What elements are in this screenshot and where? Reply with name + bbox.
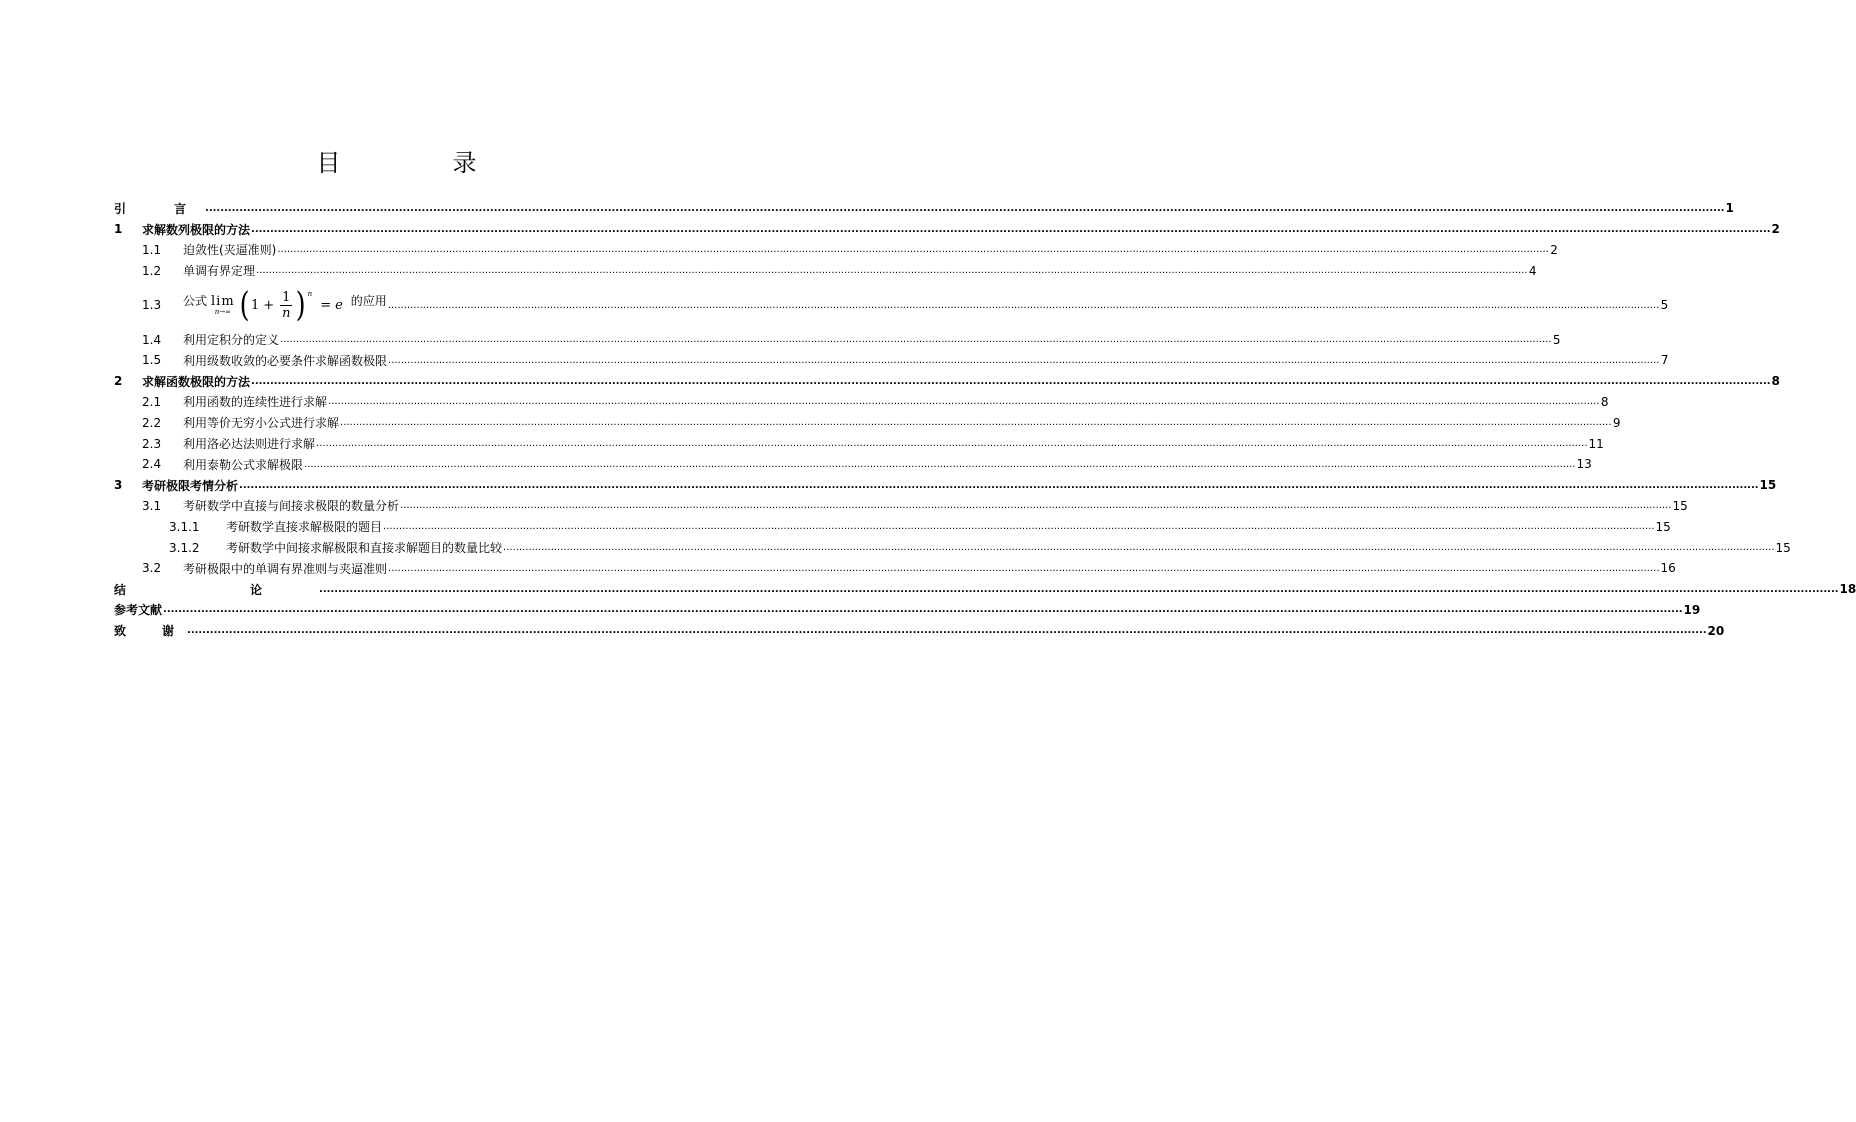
toc-entry-title: 结 论 <box>114 582 319 597</box>
toc-leader-dots: ................................................................................................................................................................................................................................................................................................................................................................................................................ <box>251 375 1771 387</box>
toc-entry-number: 1.1 <box>142 242 162 257</box>
toc-entry-number: 1.2 <box>142 263 162 278</box>
toc-entry-title: 考研极限中的单调有界准则与夹逼准则 <box>183 561 388 576</box>
toc-entry-number: 1.3 <box>142 298 162 313</box>
toc-entry-page: 7 <box>1660 353 1669 368</box>
toc-entry-number: 2 <box>114 374 123 389</box>
toc-entry[interactable] <box>114 558 1676 579</box>
toc-entry-number: 3.1.1 <box>169 519 200 534</box>
toc-entry[interactable] <box>114 454 1592 475</box>
toc-entry[interactable] <box>114 620 1725 641</box>
toc-entry-number: 2.4 <box>142 457 162 472</box>
toc-entry-page: 8 <box>1600 394 1609 409</box>
toc-entry[interactable] <box>114 496 1688 517</box>
toc-entry-number: 2.1 <box>142 394 162 409</box>
toc-entry[interactable] <box>114 371 1780 392</box>
toc-leader-dots: ................................................................................................................................................................................................................................................................................................................................................................................................................ <box>239 479 1759 491</box>
toc-entry[interactable] <box>114 329 1561 350</box>
toc-leader-dots: ................................................................................................................................................................................................................................................................................................................................................................................................................ <box>205 202 1725 214</box>
toc-entry[interactable] <box>114 475 1777 496</box>
toc-entry-page: 8 <box>1771 374 1780 389</box>
toc-entry-title: 利用等价无穷小公式进行求解 <box>183 416 340 431</box>
page-title: 目 录 <box>316 149 521 177</box>
toc-leader-dots: ................................................................................................................................................................................................................................................................................................................................................................................................................ <box>163 604 1683 616</box>
toc-entry[interactable] <box>114 281 1669 329</box>
toc-entry-title: 考研数学中直接与间接求极限的数量分析 <box>183 499 400 514</box>
toc-entry-title: 单调有界定理 <box>183 264 256 279</box>
toc-leader-dots: ................................................................................................................................................................................................................................................................................................................................................................................................................ <box>280 334 1552 346</box>
toc-entry-page: 2 <box>1771 222 1780 237</box>
toc-leader-dots: ................................................................................................................................................................................................................................................................................................................................................................................................................ <box>316 438 1588 450</box>
toc-entry-page: 15 <box>1759 478 1777 493</box>
toc-entry-page: 4 <box>1528 263 1537 278</box>
toc-entry-number: 2.3 <box>142 436 162 451</box>
toc-entry-title: 考研数学直接求解极限的题目 <box>226 520 383 535</box>
toc-entry-title: 考研极限考情分析 <box>142 478 239 493</box>
toc-entry-title: 利用函数的连续性进行求解 <box>183 395 328 410</box>
toc-entry-page: 20 <box>1707 623 1725 638</box>
toc-entry[interactable] <box>114 392 1609 413</box>
toc-entry[interactable] <box>114 579 1856 600</box>
toc-entry[interactable] <box>114 516 1671 537</box>
toc-leader-dots: ................................................................................................................................................................................................................................................................................................................................................................................................................ <box>304 458 1576 470</box>
toc-entry[interactable] <box>114 537 1791 558</box>
toc-entry-title: 利用泰勒公式求解极限 <box>183 457 304 472</box>
toc-leader-dots: ................................................................................................................................................................................................................................................................................................................................................................................................................ <box>388 354 1660 366</box>
toc-entry-page: 15 <box>1775 540 1791 555</box>
toc-entry-number: 1.5 <box>142 353 162 368</box>
toc-leader-dots: ................................................................................................................................................................................................................................................................................................................................................................................................................ <box>319 583 1839 595</box>
toc-entry-title: 参考文献 <box>114 603 163 618</box>
toc-entry-title: 迫敛性(夹逼准则) <box>183 243 277 258</box>
toc-entry-title: 利用定积分的定义 <box>183 333 280 348</box>
toc-entry[interactable] <box>114 433 1604 454</box>
toc-leader-dots: ................................................................................................................................................................................................................................................................................................................................................................................................................ <box>387 299 1660 311</box>
toc-entry[interactable] <box>114 350 1669 371</box>
toc-leader-dots: ................................................................................................................................................................................................................................................................................................................................................................................................................ <box>251 223 1771 235</box>
toc-entry[interactable] <box>114 219 1780 240</box>
toc-entry-page: 19 <box>1683 602 1701 617</box>
toc-entry-title: 引 言 <box>114 201 205 216</box>
toc-entry[interactable] <box>114 198 1734 219</box>
limit-formula: lim n→∞ ( 1 + $\frac{1}{n}$ ) n = e <box>211 285 343 326</box>
toc-entry[interactable] <box>114 240 1558 261</box>
toc-entry-title: 致 谢 <box>114 624 187 639</box>
toc-entry-page: 18 <box>1839 582 1856 597</box>
toc-leader-dots: ................................................................................................................................................................................................................................................................................................................................................................................................................ <box>400 500 1672 512</box>
toc-entry-page: 13 <box>1576 457 1592 472</box>
toc-entry-page: 2 <box>1550 242 1558 257</box>
toc-leader-dots: ................................................................................................................................................................................................................................................................................................................................................................................................................ <box>277 244 1549 256</box>
toc-entry-title: 考研数学中间接求解极限和直接求解题目的数量比较 <box>226 541 503 556</box>
toc-entry-number: 1.4 <box>142 332 162 347</box>
toc-entry-number: 2.2 <box>142 415 162 430</box>
toc-entry-page: 5 <box>1660 298 1669 313</box>
toc-entry[interactable] <box>114 260 1537 281</box>
toc-entry-title: 求解数列极限的方法 <box>142 222 251 237</box>
toc-leader-dots: ................................................................................................................................................................................................................................................................................................................................................................................................................ <box>388 562 1660 574</box>
toc-entry-page: 5 <box>1552 332 1561 347</box>
toc-entry-title: 利用级数收敛的必要条件求解函数极限 <box>183 353 388 368</box>
toc-entry-number: 3.1.2 <box>169 540 200 555</box>
table-of-contents <box>114 198 1856 641</box>
toc-leader-dots: ................................................................................................................................................................................................................................................................................................................................................................................................................ <box>340 417 1612 429</box>
toc-entry-page: 15 <box>1655 519 1671 534</box>
toc-entry-page: 16 <box>1660 561 1676 576</box>
toc-entry[interactable] <box>114 600 1701 621</box>
toc-entry-page: 15 <box>1672 498 1688 513</box>
toc-leader-dots: ................................................................................................................................................................................................................................................................................................................................................................................................................ <box>503 542 1775 554</box>
toc-leader-dots: ................................................................................................................................................................................................................................................................................................................................................................................................................ <box>187 625 1707 637</box>
toc-entry-number: 3.1 <box>142 498 162 513</box>
toc-leader-dots: ................................................................................................................................................................................................................................................................................................................................................................................................................ <box>383 521 1655 533</box>
toc-leader-dots: ................................................................................................................................................................................................................................................................................................................................................................................................................ <box>328 396 1600 408</box>
toc-entry-page: 1 <box>1725 201 1734 216</box>
toc-leader-dots: ................................................................................................................................................................................................................................................................................................................................................................................................................ <box>256 265 1528 277</box>
toc-entry-number: 1 <box>114 222 123 237</box>
toc-entry-number: 3.2 <box>142 561 162 576</box>
toc-entry-title: 公式 lim n→∞ ( 1 + $\frac{1}{n}$ ) n = e 的应用 <box>183 285 387 326</box>
toc-entry-page: 11 <box>1588 436 1604 451</box>
toc-entry-title: 利用洛必达法则进行求解 <box>183 437 316 452</box>
toc-entry-title: 求解函数极限的方法 <box>142 374 251 389</box>
toc-entry-number: 3 <box>114 478 123 493</box>
toc-entry[interactable] <box>114 412 1621 433</box>
toc-entry-page: 9 <box>1612 415 1621 430</box>
